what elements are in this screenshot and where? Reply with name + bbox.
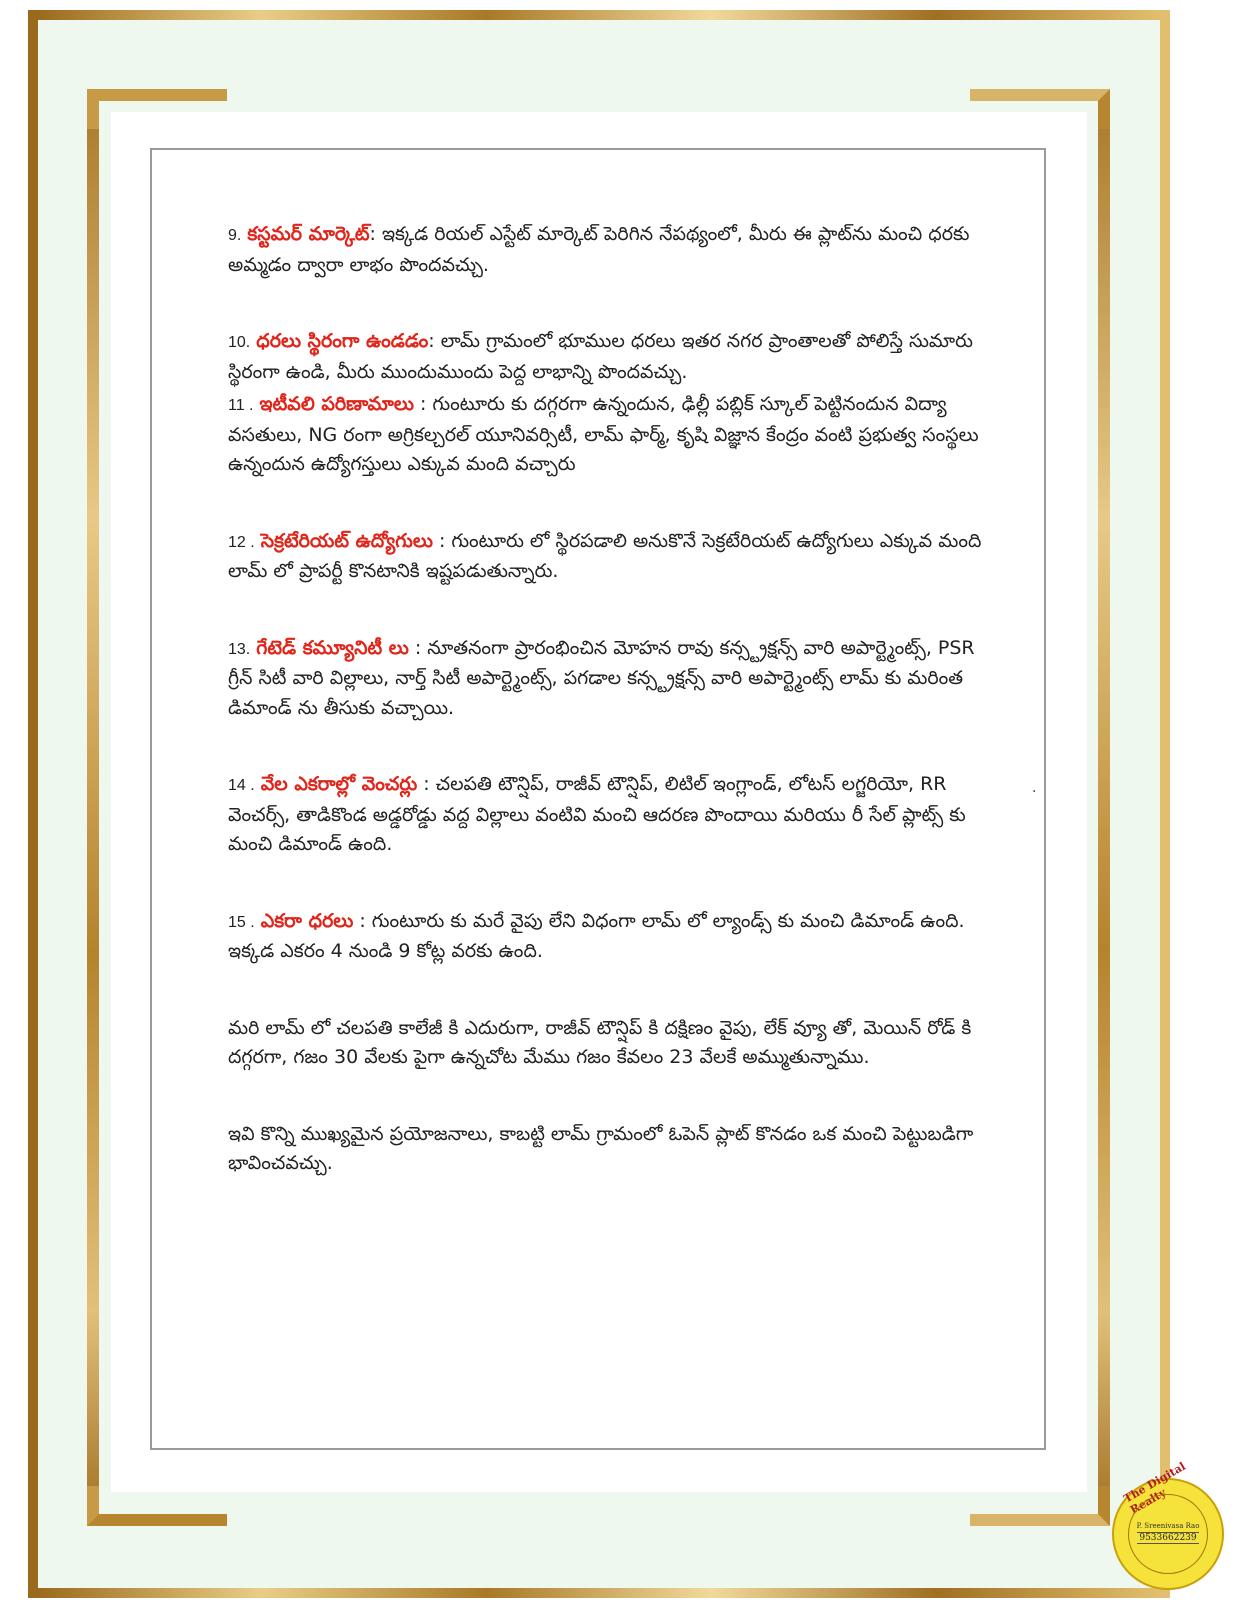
- section-text: : చలపతి టౌన్షిప్, రాజీవ్ టౌన్షిప్, లిటిల్ ఇంగ్లాండ్, లోటస్ లగ్జరియో, RR వెంచర్స్, తాడికొండ అడ్డరోడ్డు వద్ద విల్లాలు వంటివి మంచి ఆదరణ పొందాయి మరియు రీ సేల్ ప్లాట్స్ కు మంచి డిమాండ్ ఉంది.: [228, 773, 966, 855]
- section-text: : గుంటూరు కు దగ్గరగా ఉన్నందున, ఢిల్లీ పబ్లిక్ స్కూల్ పెట్టినందున విద్యా వసతులు, NG రంగా అగ్రికల్చరల్ యూనివర్సిటీ, లామ్ ఫార్మ్, కృషి విజ్ఞాన కేంద్రం వంటి ప్రభుత్వ సంస్థలు ఉన్నందున ఉద్యోగస్తులు ఎక్కువ మంది వచ్చారు: [228, 393, 979, 475]
- seal-title: The Digital Realty: [1121, 1459, 1188, 1517]
- corner-bottom-right: [970, 1486, 1110, 1526]
- seal-phone: 9533662239: [1139, 1533, 1197, 1543]
- digital-realty-seal-logo: [1112, 1459, 1224, 1590]
- seal-name: P. Sreenivasa Rao: [1136, 1522, 1200, 1530]
- document-content: [228, 220, 998, 1179]
- seal-inner-ring: [1128, 1494, 1208, 1574]
- closing-paragraph: మరి లామ్ లో చలపతి కాలేజీ కి ఎదురుగా, రాజీవ్ టౌన్షిప్ కి దక్షిణం వైపు, లేక్ వ్యూ తో, మెయిన్ రోడ్ కి దగ్గరగా, గజం 30 వేలకు పైగా ఉన్నచోట మేము గజం కేవలం 23 వేలకే అమ్ముతున్నాము.: [228, 1016, 972, 1068]
- section-text: : నూతనంగా ప్రారంభించిన మోహన రావు కన్స్ట్రక్షన్స్ వారి అపార్ట్మెంట్స్, PSR గ్రీన్ సిటీ వారి విల్లాలు, నార్త్ సిటీ అపార్ట్మెంట్స్, పగడాల కన్స్ట్రక్షన్స్ వారి అపార్ట్మెంట్స్ లామ్ కు మరింత డిమాండ్ ను తీసుకు వచ్చాయి.: [228, 636, 975, 719]
- section-11: [228, 390, 998, 480]
- section-heading: గేటెడ్ కమ్యూనిటీ లు: [256, 636, 409, 659]
- section-13: [228, 634, 998, 724]
- section-heading: వేల ఎకరాల్లో వెంచర్లు: [260, 773, 418, 795]
- section-14: [228, 770, 998, 860]
- section-heading: ఎకరా ధరలు: [260, 909, 354, 932]
- section-number: 9.: [228, 227, 242, 244]
- section-9: [228, 220, 998, 280]
- section-heading: సెక్రటేరియట్ ఉద్యోగులు: [260, 529, 433, 552]
- section-heading: ధరలు స్థిరంగా ఉండడం: [256, 330, 429, 352]
- stray-mark: .: [1032, 780, 1037, 796]
- section-10: [228, 327, 998, 387]
- section-number: 12 .: [228, 533, 255, 551]
- closing-paragraph: ఇవి కొన్ని ముఖ్యమైన ప్రయోజనాలు, కాబట్టి లామ్ గ్రామంలో ఓపెన్ ప్లాట్ కొనడం ఒక మంచి పెట్టుబడిగా భావించవచ్చు.: [228, 1122, 974, 1174]
- section-text: : ఇక్కడ రియల్ ఎస్టేట్ మార్కెట్ పెరిగిన నేపథ్యంలో, మీరు ఈ ప్లాట్‌ను మంచి ధరకు అమ్మడం ద్వారా లాభం పొందవచ్చు.: [228, 223, 970, 276]
- section-heading: కస్టమర్ మార్కెట్: [247, 223, 370, 245]
- section-text: : గుంటూరు కు మరే వైపు లేని విధంగా లామ్ లో ల్యాండ్స్ కు మంచి డిమాండ్ ఉంది. ఇక్కడ ఎకరం 4 నుండి 9 కోట్ల వరకు ఉంది.: [228, 909, 965, 962]
- corner-bottom-left: [87, 1486, 227, 1526]
- section-text: : లామ్ గ్రామంలో భూముల ధరలు ఇతర నగర ప్రాంతాలతో పోలిస్తే సుమారు స్థిరంగా ఉండి, మీరు ముందుముందు పెద్ద లాభాన్ని పొందవచ్చు.: [228, 330, 973, 383]
- section-number: 11 .: [228, 397, 254, 414]
- section-15: [228, 907, 998, 967]
- section-heading: ఇటీవలి పరిణామాలు: [259, 393, 414, 415]
- section-number: 13.: [228, 640, 251, 658]
- section-number: 14 .: [228, 777, 255, 794]
- section-12: [228, 527, 998, 587]
- section-text: : గుంటూరు లో స్థిరపడాలి అనుకొనే సెక్రటేరియట్ ఉద్యోగులు ఎక్కువ మంది లామ్ లో ప్రాపర్టీ కొనటానికి ఇష్టపడుతున్నారు.: [228, 529, 982, 582]
- left-gold-bar: [87, 89, 99, 1526]
- section-number: 10.: [228, 334, 251, 351]
- section-number: 15 .: [228, 913, 255, 931]
- right-gold-bar: [1098, 89, 1110, 1526]
